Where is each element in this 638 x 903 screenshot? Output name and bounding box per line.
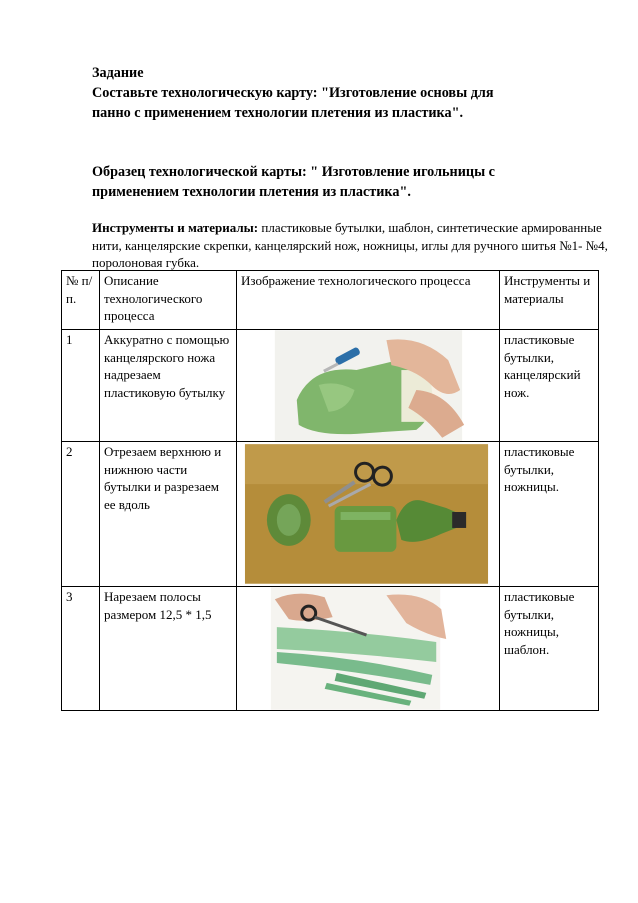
- materials-text: пластиковые бутылки, шаблон, синтетические армированные нити, канцелярские скрепки, канцелярский нож, ножницы, иглы для ручного шитья №1- №4, поролоновая губка.: [92, 220, 608, 270]
- row-desc: Аккуратно с помощью канцелярского ножа надрезаем пластиковую бутылку: [100, 330, 237, 442]
- header-desc: Описание технологического процесса: [100, 271, 237, 330]
- row-num: 3: [62, 587, 100, 711]
- photo-cut-bottle-parts: [237, 442, 499, 586]
- table-row: [62, 330, 599, 442]
- tech-card-table: [61, 270, 599, 711]
- row-tools: пластиковые бутылки, ножницы, шаблон.: [500, 587, 599, 711]
- header-tools: Инструменты и материалы: [500, 271, 599, 330]
- task-heading: Задание: [92, 65, 144, 81]
- row-num: 1: [62, 330, 100, 442]
- row-num: 2: [62, 442, 100, 587]
- photo-cutting-strips: [237, 587, 499, 710]
- task-line-2: панно с применением технологии плетения из пластика".: [92, 105, 464, 121]
- photo-cutting-bottle: [237, 330, 499, 441]
- materials-label: Инструменты и материалы:: [92, 220, 259, 235]
- row-tools: пластиковые бутылки, канцелярский нож.: [500, 330, 599, 442]
- row-desc: Нарезаем полосы размером 12,5 * 1,5: [100, 587, 237, 711]
- table-row: [62, 442, 599, 587]
- task-block: [92, 63, 612, 123]
- header-num: № п/п.: [62, 271, 100, 330]
- header-image: Изображение технологического процесса: [237, 271, 500, 330]
- materials-paragraph: [92, 219, 612, 272]
- row-desc: Отрезаем верхнюю и нижнюю части бутылки и разрезаем ее вдоль: [100, 442, 237, 587]
- sample-line-2: применением технологии плетения из пластика".: [92, 184, 411, 200]
- row-image-cell: [237, 442, 500, 587]
- task-line-1: Составьте технологическую карту: "Изготовление основы для: [92, 85, 494, 101]
- sample-block: [92, 162, 612, 202]
- table-row: [62, 587, 599, 711]
- sample-line-1: Образец технологической карты: " Изготовление игольницы с: [92, 164, 495, 180]
- table-header-row: [62, 271, 599, 330]
- row-image-cell: [237, 587, 500, 711]
- row-tools: пластиковые бутылки, ножницы.: [500, 442, 599, 587]
- row-image-cell: [237, 330, 500, 442]
